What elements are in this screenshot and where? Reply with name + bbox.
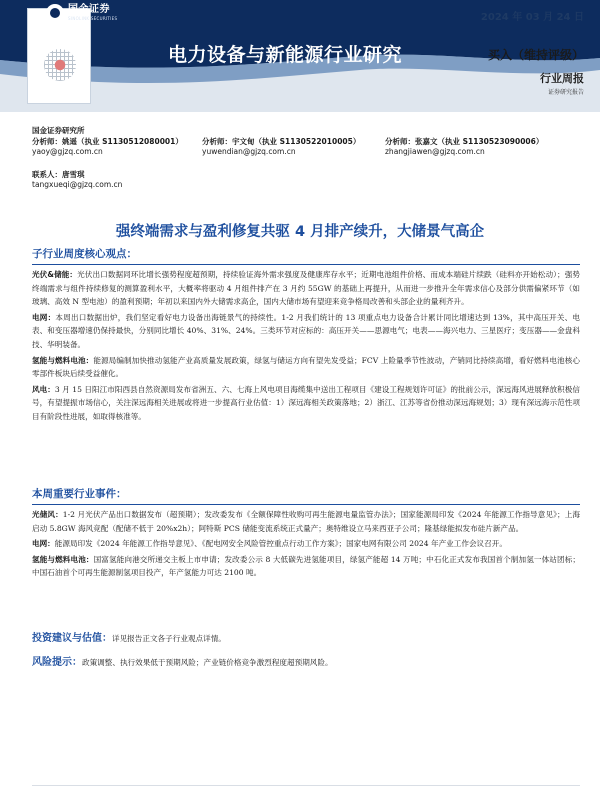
analyst-email[interactable]: yuwendian@gjzq.com.cn [202,147,296,156]
analyst-label: 分析师：姚遥（执业 S1130512080001） [32,136,183,146]
section-title: 投资建议与估值： [32,633,112,644]
rating-label: 买入（维持评级） [487,48,584,62]
qr-stamp [27,8,91,104]
analyst-email[interactable]: zhangjiawen@gjzq.com.cn [385,147,485,156]
core-item-wind [32,383,580,424]
section-title: 风险提示： [32,657,82,668]
contact-person [32,170,582,191]
contact-label: 联系人：唐雪琪 [32,169,85,179]
risk-text: 政策调整、执行效果低于预期风险；产业链价格竞争激烈程度超预期风险。 [82,658,333,667]
report-date: 2024 年 03 月 24 日 [480,12,584,23]
investment-text: 详见报告正文各子行业观点详情。 [112,634,226,643]
core-item-hydrogen [32,354,580,381]
report-title: 电力设备与新能源行业研究 [168,44,403,66]
report-header [0,0,600,112]
events-section [32,486,580,580]
item-text: 3 月 15 日阳江市阳西县自然资源局发布省洲五、六、七海上风电项目海缆集中送出工程项目《建设工程规划许可证》的批前公示，深远海风进展释放积极信号，有望提振市场信心，关注深远海相关进展或将进一步提高行业估值：1）深远海相关政策落地；2）浙江、江苏等省份推动深远海规划；3）现有深远海示范性项目有阶段性进展，如取得核准等。 [32,384,581,421]
core-views-section [32,246,580,424]
report-headline: 强终端需求与盈利修复共驱 4 月排产续升，大储景气高企 [115,224,485,240]
item-head: 电网： [32,539,55,549]
logo-name-en: SINOLINK SECURITIES [68,16,118,21]
item-head: 氢能与燃料电池： [32,554,94,564]
item-head: 光储风： [32,510,63,519]
item-text: 1-2 月光伏产品出口数据发布（超预期）；发改委发布《全额保障性收购可再生能源电量监管办法》；国家能源局印发《2024 年能源工作指导意见》；上海启动 5.8GW 海风竞配（配储不低于 20%x2h）；阿特斯 PCS 储能变流系统正式量产；奥特维设立马来西亚子公司；隆基绿能拟发布硅片新产品。 [32,510,580,533]
item-text: 本周出口数据出炉，我们坚定看好电力设备出海链景气的持续性。1-2 月我们统计的 13 项重点电力设备合计累计同比增速达到 13%，其中高压开关、电表、和变压器增速仍保持最快，分别同比增长 40%、31%、24%。三类环节对应标的：高压开关——思源电气；电表——海兴电力、三星医疗；变压器——金盘科技、华明装备。 [32,312,581,349]
analyst-info [32,126,582,191]
report-subtype: 证券研究报告 [547,89,584,96]
analyst-email[interactable]: yaoy@gjzq.com.cn [32,147,103,156]
core-item-grid [32,311,580,352]
institute-name: 国金证券研究所 [32,126,85,135]
contact-email[interactable]: tangxueqi@gjzq.com.cn [32,180,123,189]
item-head: 风电： [32,384,55,394]
event-item-hydrogen [32,553,580,580]
section-title: 本周重要行业事件： [32,488,127,500]
risk-section [32,650,580,669]
event-item-pv [32,508,580,535]
analyst-1 [32,137,202,158]
qr-code-icon [44,49,76,81]
item-head: 光伏&储能： [32,270,78,279]
item-text: 光伏出口数据同环比增长强势程度超预期，持续验证海外需求强度及健康库存水平；近期电池组件价格、而成本端硅片续跌（硅料亦开始松动）；强势终端需求与组件持续修复的测算盈利水平，大概率将驱动 4 月组件排产在 3 月约 55GW 的基础上再提升，从而进一步推升全年需求信心及部分供需偏紧环节（如玻璃、高效 N 型电池）的盈利预期；年初以来国内外大储需求高企，国内大储市场有望迎来竞争格局改善和头部企业的量利齐升。 [32,270,580,307]
analyst-2 [202,137,385,158]
logo-icon [46,4,64,22]
item-text: 能源局印发《2024 年能源工作指导意见》、《配电网安全风险管控重点行动工作方案》；国家电网有限公司 2024 年产业工作会议召开。 [54,539,507,549]
report-type: 行业周报 [540,72,584,85]
analyst-3 [385,137,555,158]
brand-logo [46,4,117,22]
event-item-grid [32,537,580,551]
analyst-label: 分析师：宇文甸（执业 S1130522010005） [202,136,361,146]
core-item-pv-storage [32,268,580,309]
section-divider [32,504,580,505]
logo-name: 国金证券 [68,4,110,15]
item-text: 国富氢能向港交所递交主板上市申请；发改委公示 8 大低碳先进氢能项目，绿氢产能超 14 万吨；中石化正式发布我国首个制加氢一体站团标；中国石油首个可再生能源制氢项目投产，年产氢能力可达 2100 吨。 [32,554,580,578]
item-text: 能源局编制加快推动氢能产业高质量发展政策，绿氢与储运方向有望先发受益；FCV 上险量季节性波动，产销同比持续高增，看好燃料电池核心零部件板块后续受益催化。 [32,355,580,379]
analyst-label: 分析师：张嘉文（执业 S1130523090006） [385,136,544,146]
item-head: 氢能与燃料电池： [32,355,94,365]
item-head: 电网： [32,312,56,322]
section-divider [32,264,580,265]
investment-section [32,626,580,645]
footer-divider [32,785,580,786]
section-title: 子行业周度核心观点： [32,248,137,260]
